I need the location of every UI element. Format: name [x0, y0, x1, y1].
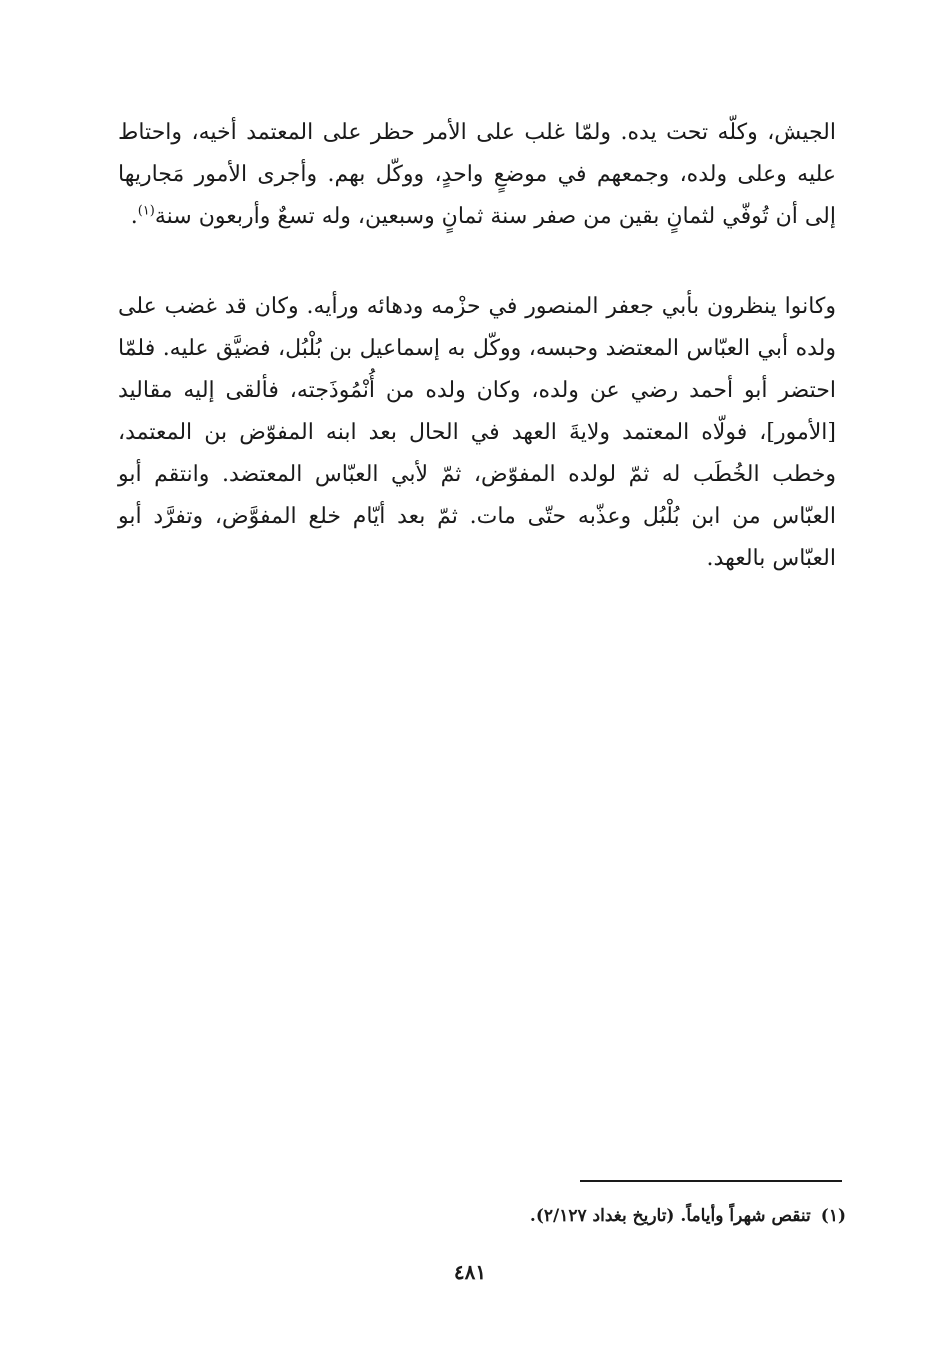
paragraph-1	[118, 112, 836, 238]
paragraph-1-trailing: .	[130, 204, 138, 229]
paragraph-1-text: الجيش، وكلّه تحت يده. ولمّا غلب على الأمر حظر على المعتمد أخيه، واحتاط عليه وعلى ولده، وجمعهم في موضعٍ واحدٍ، ووكّل بهم. وأجرى الأمور مَجاريها إلى أن تُوفّي لثمانٍ بقين من صفر سنة ثمانٍ وسبعين، وله تسعٌ وأربعون سنة	[118, 120, 836, 229]
footnote-reference[interactable]: (١)	[137, 203, 155, 219]
paragraph-2	[118, 286, 836, 580]
footnote-text: تنقص شهراً وأياماً. (تاريخ بغداد ٢/١٢٧).	[529, 1206, 811, 1226]
footnote-separator	[580, 1180, 842, 1182]
footnote-number: (١)	[820, 1206, 846, 1226]
page-number: ٤٨١	[453, 1260, 487, 1284]
footnote	[530, 1201, 846, 1231]
paragraph-2-text: وكانوا ينظرون بأبي جعفر المنصور في حزْمه ودهائه ورأيه. وكان قد غضب على ولده أبي العبّاس المعتضد وحبسه، ووكّل به إسماعيل بن بُلْبُل، فضيَّق عليه. فلمّا احتضر أبو أحمد رضي عن ولده، وكان ولده من أُنْمُوذَجته، فألقى إليه مقاليد [الأمور]، فولّاه المعتمد ولايةَ العهد في الحال بعد ابنه المفوّض بن المعتمد، وخطب الخُطَب له ثمّ لولده المفوّض، ثمّ لأبي العبّاس المعتضد. وانتقم أبو العبّاس من ابن بُلْبُل وعذّبه حتّى مات. ثمّ بعد أيّام خلع المفوَّض، وتفرَّد أبو العبّاس بالعهد.	[118, 294, 836, 571]
